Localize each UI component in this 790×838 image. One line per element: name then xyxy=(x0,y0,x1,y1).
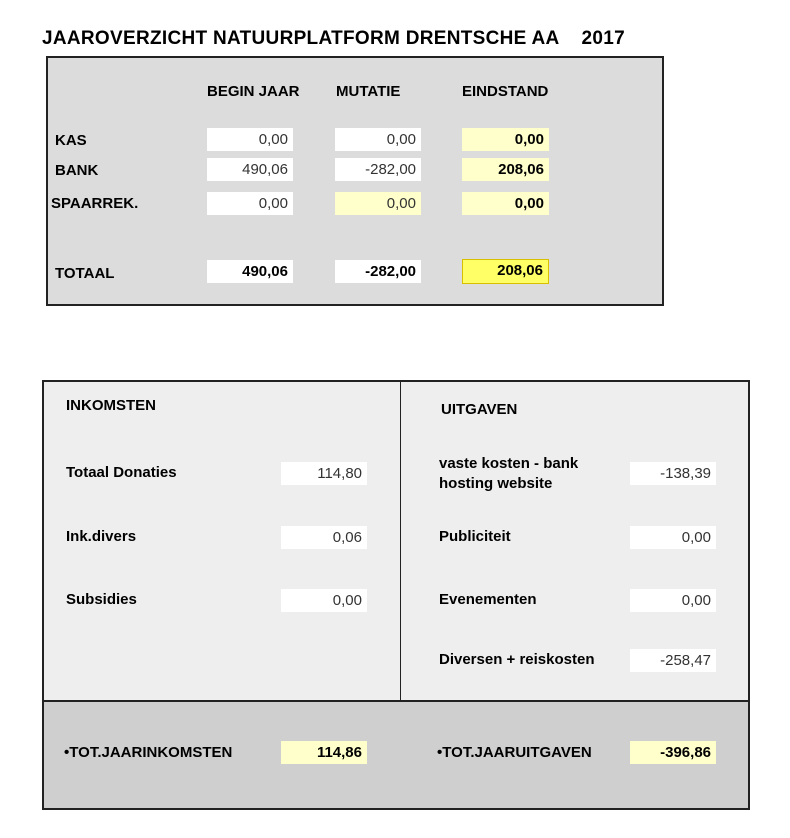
page-title xyxy=(42,28,625,50)
column-divider xyxy=(400,380,401,700)
expense-label-vaste-kosten-line1: vaste kosten - bank xyxy=(439,455,579,472)
col-header-eindstand: EINDSTAND xyxy=(462,83,549,100)
row-label-totaal: TOTAAL xyxy=(55,265,115,282)
bullet-icon: • xyxy=(437,744,443,761)
bullet-icon: • xyxy=(64,744,70,761)
income-value-divers[interactable]: 0,06 xyxy=(281,526,367,549)
row-label-bank: BANK xyxy=(55,162,99,179)
spaarrek-begin-cell[interactable]: 0,00 xyxy=(207,192,293,215)
expense-label-diversen: Diversen + reiskosten xyxy=(439,651,595,668)
title-year: 2017 xyxy=(581,28,626,49)
bank-eindstand-cell[interactable]: 208,06 xyxy=(462,158,549,181)
income-label-donaties: Totaal Donaties xyxy=(66,464,177,481)
expense-label-vaste-kosten xyxy=(439,454,578,494)
kas-mutatie-cell[interactable]: 0,00 xyxy=(335,128,421,151)
row-label-spaarrek: SPAARREK. xyxy=(51,195,139,212)
expense-value-diversen[interactable]: -258,47 xyxy=(630,649,716,672)
expense-label-evenementen: Evenementen xyxy=(439,591,537,608)
kas-begin-cell[interactable]: 0,00 xyxy=(207,128,293,151)
row-label-kas: KAS xyxy=(55,132,87,149)
totaal-mutatie-cell[interactable]: -282,00 xyxy=(335,260,421,283)
expense-value-evenementen[interactable]: 0,00 xyxy=(630,589,716,612)
expense-value-vaste-kosten[interactable]: -138,39 xyxy=(630,462,716,485)
bank-mutatie-cell[interactable]: -282,00 xyxy=(335,158,421,181)
expense-value-publiciteit[interactable]: 0,00 xyxy=(630,526,716,549)
income-label-subsidies: Subsidies xyxy=(66,591,137,608)
income-header: INKOMSTEN xyxy=(66,397,156,414)
spaarrek-mutatie-cell[interactable]: 0,00 xyxy=(335,192,421,215)
total-income-label xyxy=(64,743,232,763)
kas-eindstand-cell[interactable]: 0,00 xyxy=(462,128,549,151)
expense-label-vaste-kosten-line2: hosting website xyxy=(439,475,553,492)
bank-begin-cell[interactable]: 490,06 xyxy=(207,158,293,181)
income-value-donaties[interactable]: 114,80 xyxy=(281,462,367,485)
total-expenses-label xyxy=(437,743,592,763)
totaal-begin-cell[interactable]: 490,06 xyxy=(207,260,293,283)
totaal-eindstand-cell[interactable]: 208,06 xyxy=(462,259,549,284)
income-label-divers: Ink.divers xyxy=(66,528,137,545)
income-value-subsidies[interactable]: 0,00 xyxy=(281,589,367,612)
expenses-header: UITGAVEN xyxy=(441,401,518,418)
total-income-value[interactable]: 114,86 xyxy=(281,741,367,764)
spaarrek-eindstand-cell[interactable]: 0,00 xyxy=(462,192,549,215)
expense-label-publiciteit: Publiciteit xyxy=(439,528,511,545)
total-income-label-text: TOT.JAARINKOMSTEN xyxy=(69,744,233,761)
col-header-mutatie: MUTATIE xyxy=(336,83,401,100)
total-expenses-value[interactable]: -396,86 xyxy=(630,741,716,764)
title-text: JAAROVERZICHT NATUURPLATFORM DRENTSCHE AA xyxy=(42,28,560,49)
col-header-begin: BEGIN JAAR xyxy=(207,83,300,100)
total-expenses-label-text: TOT.JAARUITGAVEN xyxy=(442,744,592,761)
